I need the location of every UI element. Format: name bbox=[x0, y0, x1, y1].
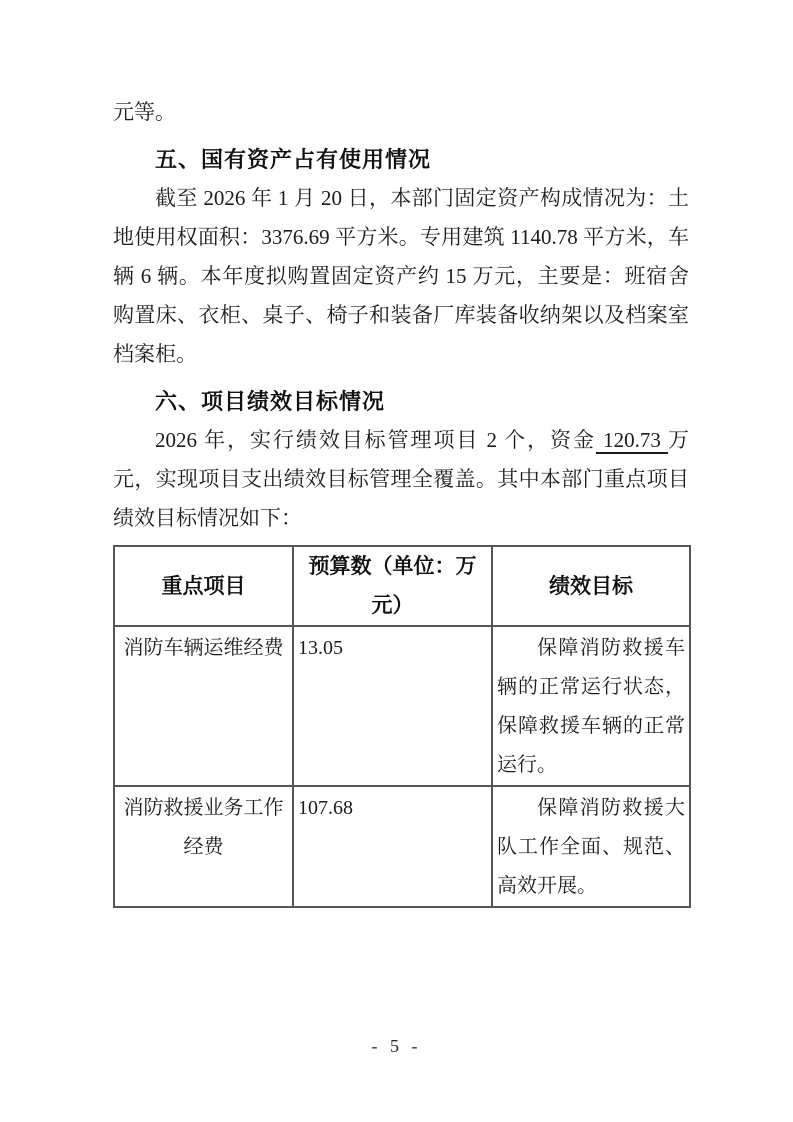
section-5-paragraph: 截至 2026 年 1 月 20 日，本部门固定资产构成情况为：土地使用权面积：3376.69 平方米。专用建筑 1140.78 平方米，车辆 6 辆。本年度拟购置固定资产约 15 万元，主要是：班宿舍购置床、衣柜、桌子、椅子和装备厂库装备收纳架以及档案室档案柜。 bbox=[113, 186, 689, 366]
cell-performance-target: 保障消防救援车辆的正常运行状态，保障救援车辆的正常运行。 bbox=[492, 626, 690, 786]
column-header-budget: 预算数（单位：万元） bbox=[293, 546, 492, 626]
cell-project-name: 消防车辆运维经费 bbox=[114, 626, 293, 786]
cell-budget-amount: 107.68 bbox=[293, 786, 492, 907]
cell-project-name: 消防救援业务工作经费 bbox=[114, 786, 293, 907]
cell-performance-target: 保障消防救援大队工作全面、规范、高效开展。 bbox=[492, 786, 690, 907]
leading-paragraph-fragment: 元等。 bbox=[113, 100, 176, 124]
table-header-row bbox=[114, 546, 690, 626]
section-6-paragraph bbox=[113, 421, 689, 538]
section-6-heading: 六、项目绩效目标情况 bbox=[155, 389, 386, 414]
table-row bbox=[114, 626, 690, 786]
document-body bbox=[113, 93, 689, 908]
performance-target-table bbox=[113, 545, 691, 908]
column-header-performance-target: 绩效目标 bbox=[492, 546, 690, 626]
cell-budget-amount: 13.05 bbox=[293, 626, 492, 786]
section-6-paragraph-suffix: 万元，实现项目支出绩效目标管理全覆盖。其中本部门重点项目绩效目标情况如下： bbox=[113, 428, 690, 530]
section-6-paragraph-prefix: 2026 年，实行绩效目标管理项目 2 个，资金 bbox=[155, 428, 596, 452]
funding-amount-underlined: 120.73 bbox=[595, 428, 669, 452]
section-5-heading: 五、国有资产占有使用情况 bbox=[155, 147, 432, 172]
table-row bbox=[114, 786, 690, 907]
column-header-key-project: 重点项目 bbox=[114, 546, 293, 626]
page-number: - 5 - bbox=[371, 1036, 422, 1056]
